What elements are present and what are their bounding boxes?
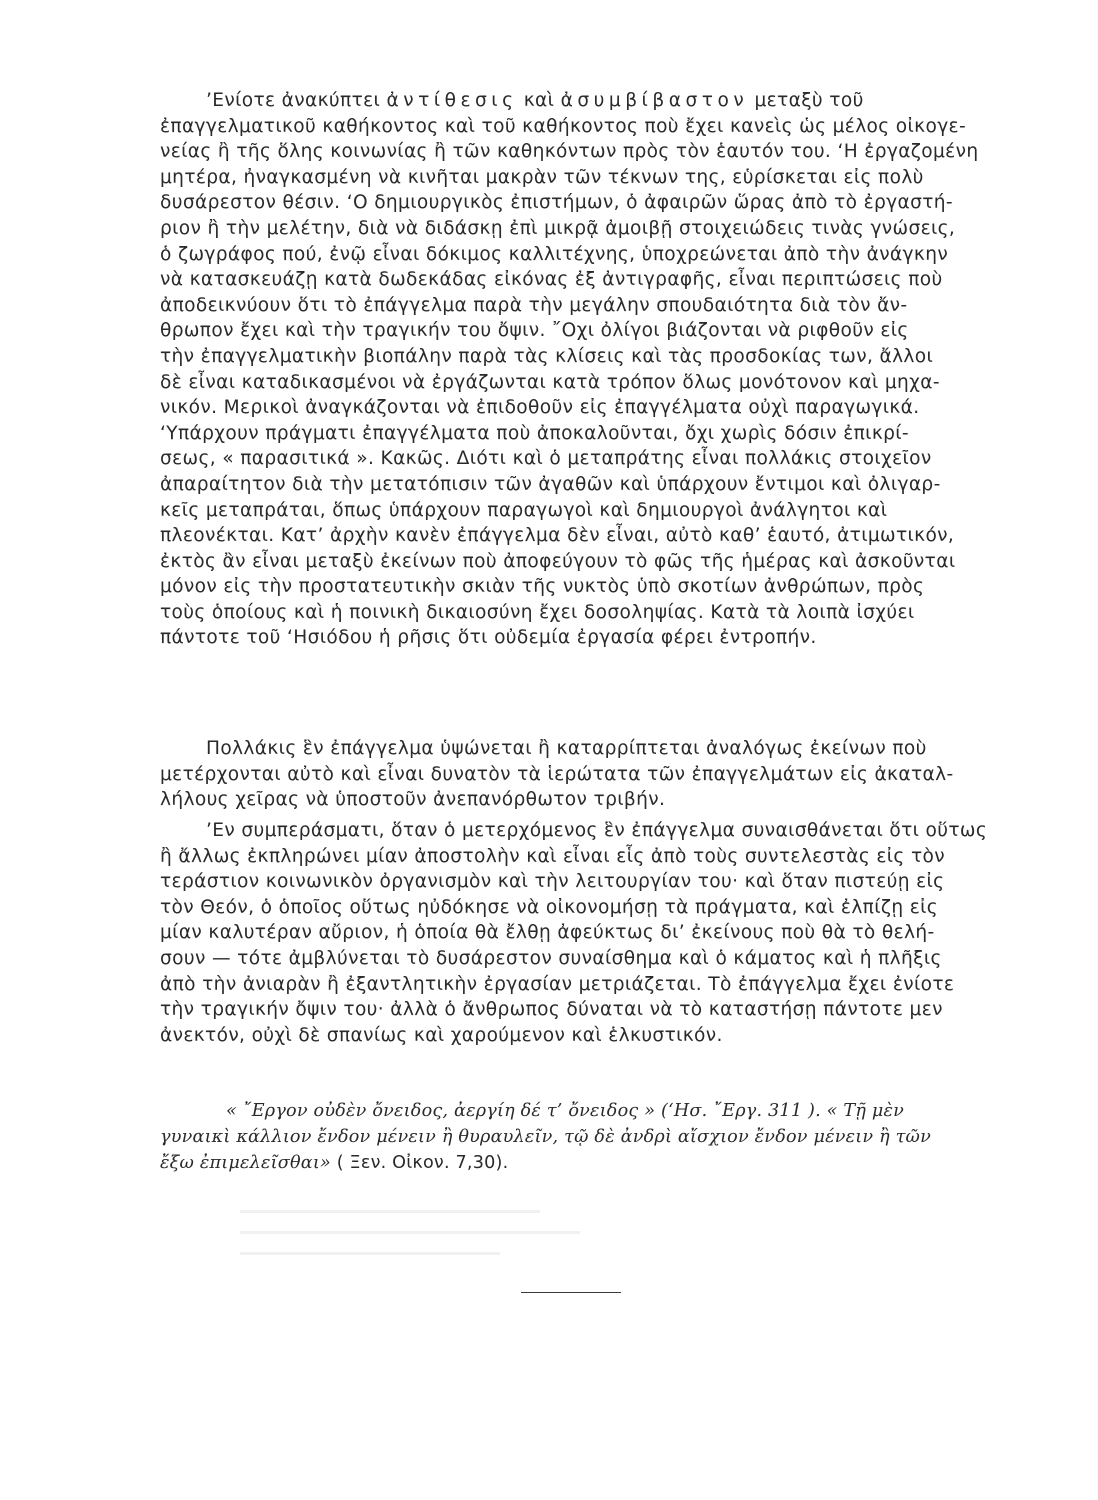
text-line: ριον ἢ τὴν μελέτην, διὰ νὰ διδάσκῃ ἐπὶ μικρᾷ ἀμοιβῇ στοιχειώδεις τινὰς γνώσεις, — [160, 217, 956, 239]
text-line: δὲ εἶναι καταδικασμένοι νὰ ἐργάζωνται κατὰ τρόπον ὅλως μονότονον καὶ μηχα- — [160, 371, 940, 393]
text-line: σεως, « παρασιτικά ». Κακῶς. Διότι καὶ ὁ μεταπράτης εἶναι πολλάκις στοιχεῖον — [160, 448, 932, 470]
text-line: νικόν. Μερικοὶ ἀναγκάζονται νὰ ἐπιδοθοῦν εἰς ἐπαγγέλματα οὐχὶ παραγωγικά. — [160, 397, 920, 419]
text-line: ‘Υπάρχουν πράγματι ἐπαγγέλματα ποὺ ἀποκαλοῦνται, ὄχι χωρὶς δόσιν ἐπικρί- — [160, 422, 909, 444]
quote-line: ἔξω ἐπιμελεῖσθαι» ( Ξεν. Οἰκον. 7,30). — [160, 1153, 509, 1173]
text-line: τὴν τραγικήν ὄψιν του· ἀλλὰ ὁ ἄνθρωπος δύναται νὰ τὸ καταστήσῃ πάντοτε μεν — [160, 999, 943, 1021]
bleed-through — [240, 1210, 640, 1290]
emphasis-word: ἀντίθεσις — [386, 90, 518, 111]
text-line: ἐπαγγελματικοῦ καθήκοντος καὶ τοῦ καθήκοντος ποὺ ἔχει κανεὶς ὡς μέλος οἰκογε- — [160, 115, 967, 137]
end-divider — [521, 1292, 621, 1293]
text-line: πάντοτε τοῦ ‘Ησιόδου ἡ ρῆσις ὅτι οὐδεμία ἐργασία φέρει ἐντροπήν. — [160, 627, 817, 649]
text-line: μητέρα, ἠναγκασμένη νὰ κινῆται μακρὰν τῶν τέκνων της, εὑρίσκεται εἰς πολὺ — [160, 166, 924, 188]
text-line: λήλους χεῖρας νὰ ὑποστοῦν ἀνεπανόρθωτον τριβήν. — [160, 789, 666, 811]
paragraph-1 — [160, 88, 1010, 651]
text-line: κεῖς μεταπράται, ὅπως ὑπάρχουν παραγωγοὶ καὶ δημιουργοὶ ἀνάλγητοι καὶ — [160, 499, 888, 521]
text-line: τὴν ἐπαγγελματικὴν βιοπάλην παρὰ τὰς κλίσεις καὶ τὰς προσδοκίας των, ἄλλοι — [160, 345, 934, 367]
text-line: Πολλάκις ἓν ἐπάγγελμα ὑψώνεται ἢ καταρρίπτεται ἀναλόγως ἐκείνων ποὺ — [206, 738, 927, 759]
text-line: ἢ ἄλλως ἐκπληρώνει μίαν ἀποστολὴν καὶ εἶναι εἷς ἀπὸ τοὺς συντελεστὰς εἰς τὸν — [160, 845, 945, 867]
bleed-line — [240, 1210, 540, 1213]
text-line: τὸν Θεόν, ὁ ὁποῖος οὕτως ηὐδόκησε νὰ οἰκονομήσῃ τὰ πράγματα, καὶ ἐλπίζῃ εἰς — [160, 896, 939, 918]
text-line: ἀπαραίτητον διὰ τὴν μετατόπισιν τῶν ἀγαθῶν καὶ ὑπάρχουν ἔντιμοι καὶ ὀλιγαρ- — [160, 473, 941, 495]
paragraph-3 — [160, 818, 1010, 1048]
text-line: νείας ἢ τῆς ὅλης κοινωνίας ἢ τῶν καθηκόντων πρὸς τὸν ἑαυτόν του. ‘Η ἐργαζομένη — [160, 141, 979, 163]
text-line: ἀπὸ τὴν ἀνιαρὰν ἢ ἐξαντλητικὴν ἐργασίαν μετριάζεται. Τὸ ἐπάγγελμα ἔχει ἐνίοτε — [160, 973, 955, 995]
text-line: μόνον εἰς τὴν προστατευτικὴν σκιὰν τῆς νυκτὸς ὑπὸ σκοτίων ἀνθρώπων, πρὸς — [160, 576, 925, 598]
text-line: μίαν καλυτέραν αὔριον, ἡ ὁποία θὰ ἔλθῃ ἀφεύκτως δι’ ἐκείνους ποὺ θὰ τὸ θελή- — [160, 922, 935, 944]
quote-line: γυναικὶ κάλλιον ἔνδον μένειν ἢ θυραυλεῖν, τῷ δὲ ἀνδρὶ αἴσχιον ἔνδον μένειν ἢ τῶν — [160, 1127, 931, 1147]
quote-line: « ῎Εργον οὐδὲν ὄνειδος, ἀεργίη δέ τ’ ὄνειδος » (‘Ησ. ῎Εργ. 311 ). « Τῇ μὲν — [226, 1101, 905, 1121]
text-line: μετέρχονται αὐτὸ καὶ εἶναι δυνατὸν τὰ ἱερώτατα τῶν ἐπαγγελμάτων εἰς ἀκαταλ- — [160, 763, 954, 785]
text-line: σουν — τότε ἀμβλύνεται τὸ δυσάρεστον συναίσθημα καὶ ὁ κάματος καὶ ἡ πλῆξις — [160, 947, 942, 969]
text-line: πλεονέκται. Κατ’ ἀρχὴν κανὲν ἐπάγγελμα δὲν εἶναι, αὐτὸ καθ’ ἑαυτό, ἀτιμωτικόν, — [160, 525, 955, 547]
text-line: θρωπον ἔχει καὶ τὴν τραγικήν του ὄψιν. ῎Οχι ὀλίγοι βιάζονται νὰ ριφθοῦν εἰς — [160, 320, 909, 342]
text-line: ’Εν συμπεράσματι, ὅταν ὁ μετερχόμενος ἓν ἐπάγγελμα συναισθάνεται ὅτι οὕτως — [206, 820, 988, 841]
text-line: ἀποδεικνύουν ὅτι τὸ ἐπάγγελμα παρὰ τὴν μεγάλην σπουδαιότητα διὰ τὸν ἄν- — [160, 294, 908, 316]
text-line: τεράστιον κοινωνικὸν ὀργανισμὸν καὶ τὴν λειτουργίαν του· καὶ ὅταν πιστεύῃ εἰς — [160, 871, 945, 893]
bleed-line — [240, 1252, 500, 1255]
emphasis-word: ἀσυμβίβαστον — [560, 90, 749, 111]
bleed-line — [240, 1231, 580, 1234]
citation: ( Ξεν. Οἰκον. 7,30). — [336, 1153, 509, 1173]
text-line: ὁ ζωγράφος πού, ἐνῷ εἶναι δόκιμος καλλιτέχνης, ὑποχρεώνεται ἀπὸ τὴν ἀνάγκην — [160, 243, 949, 265]
text-line: ἐκτὸς ἂν εἶναι μεταξὺ ἐκείνων ποὺ ἀποφεύγουν τὸ φῶς τῆς ἡμέρας καὶ ἀσκοῦνται — [160, 550, 956, 572]
text-line: νὰ κατασκευάζῃ κατὰ δωδεκάδας εἰκόνας ἐξ ἀντιγραφῆς, εἶναι περιπτώσεις ποὺ — [160, 269, 943, 291]
paragraph-1-line: ’Ενίοτε ἀνακύπτει ἀντίθεσις καὶ ἀσυμβίβαστον μεταξὺ τοῦ — [206, 90, 864, 111]
text-line: τοὺς ὁποίους καὶ ἡ ποινικὴ δικαιοσύνη ἔχει δοσοληψίας. Κατὰ τὰ λοιπὰ ἰσχύει — [160, 601, 915, 623]
text-line: δυσάρεστον θέσιν. ‘Ο δημιουργικὸς ἐπιστήμων, ὁ ἀφαιρῶν ὥρας ἀπὸ τὸ ἐργαστή- — [160, 192, 953, 214]
footnote-quotation — [160, 1098, 1010, 1176]
paragraph-2 — [160, 736, 1010, 813]
text-line: ἀνεκτόν, οὐχὶ δὲ σπανίως καὶ χαρούμενον καὶ ἑλκυστικόν. — [160, 1024, 723, 1046]
